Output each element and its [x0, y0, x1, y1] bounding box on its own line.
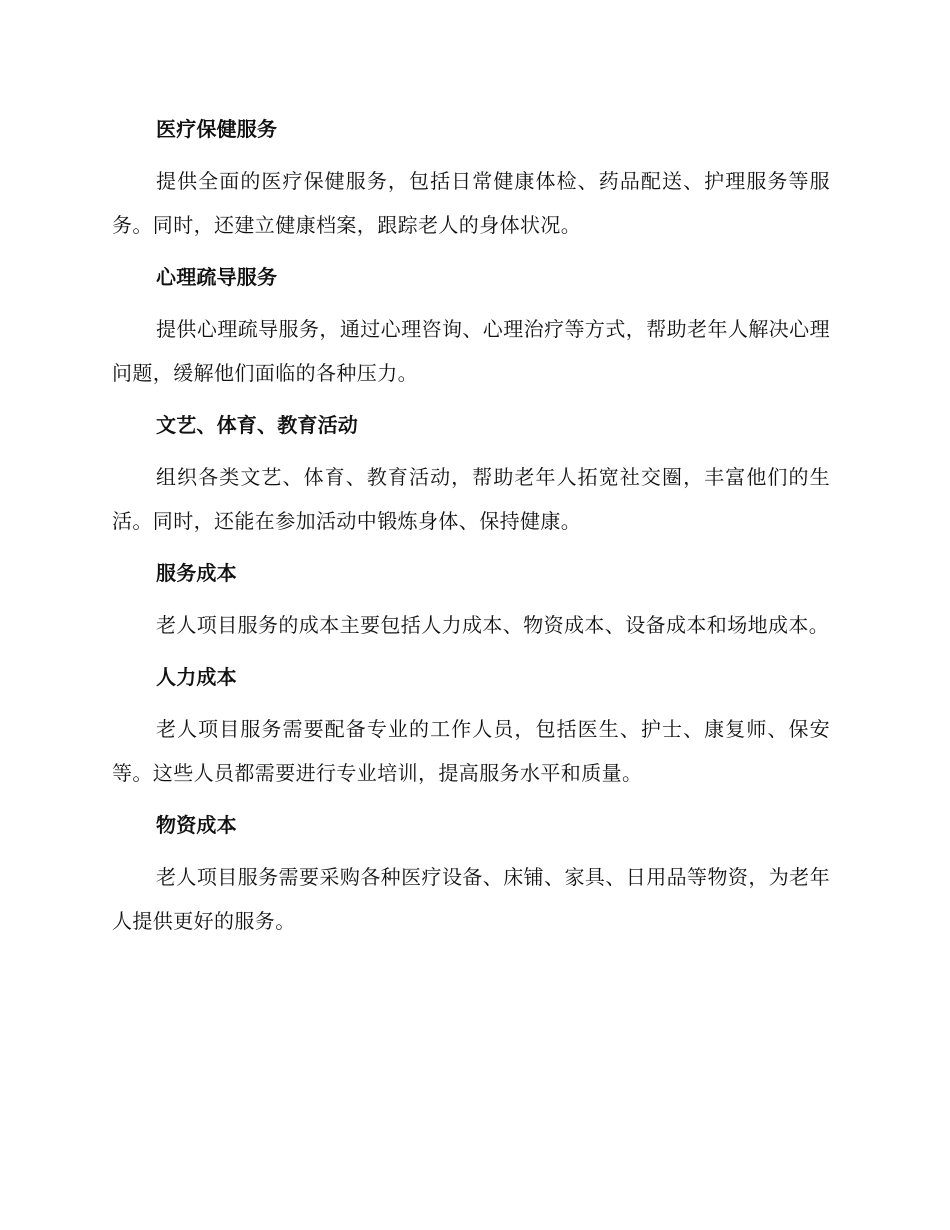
section-paragraph: 老人项目服务需要配备专业的工作人员，包括医生、护士、康复师、保安等。这些人员都需要进行专业培训，提高服务水平和质量。 — [112, 717, 830, 785]
section-paragraph: 提供全面的医疗保健服务，包括日常健康体检、药品配送、护理服务等服务。同时，还建立健康档案，跟踪老人的身体状况。 — [112, 169, 830, 237]
section-paragraph: 提供心理疏导服务，通过心理咨询、心理治疗等方式，帮助老年人解决心理问题，缓解他们面临的各种压力。 — [112, 317, 830, 385]
section-material-cost — [112, 803, 830, 943]
section-activities — [112, 403, 830, 543]
section-heading: 物资成本 — [156, 813, 237, 837]
section-paragraph: 老人项目服务需要采购各种医疗设备、床铺、家具、日用品等物资，为老年人提供更好的服务。 — [112, 865, 830, 933]
section-heading: 人力成本 — [156, 665, 237, 689]
section-paragraph: 组织各类文艺、体育、教育活动，帮助老年人拓宽社交圈，丰富他们的生活。同时，还能在参加活动中锻炼身体、保持健康。 — [112, 465, 830, 533]
section-medical-care — [112, 107, 830, 247]
document-content — [112, 107, 830, 951]
section-psychological-counseling — [112, 255, 830, 395]
section-paragraph: 老人项目服务的成本主要包括人力成本、物资成本、设备成本和场地成本。 — [156, 613, 830, 637]
section-heading: 医疗保健服务 — [156, 117, 278, 141]
section-heading: 服务成本 — [156, 561, 237, 585]
section-service-cost — [112, 551, 830, 647]
section-labor-cost — [112, 655, 830, 795]
section-heading: 心理疏导服务 — [156, 265, 278, 289]
section-heading: 文艺、体育、教育活动 — [156, 413, 358, 437]
